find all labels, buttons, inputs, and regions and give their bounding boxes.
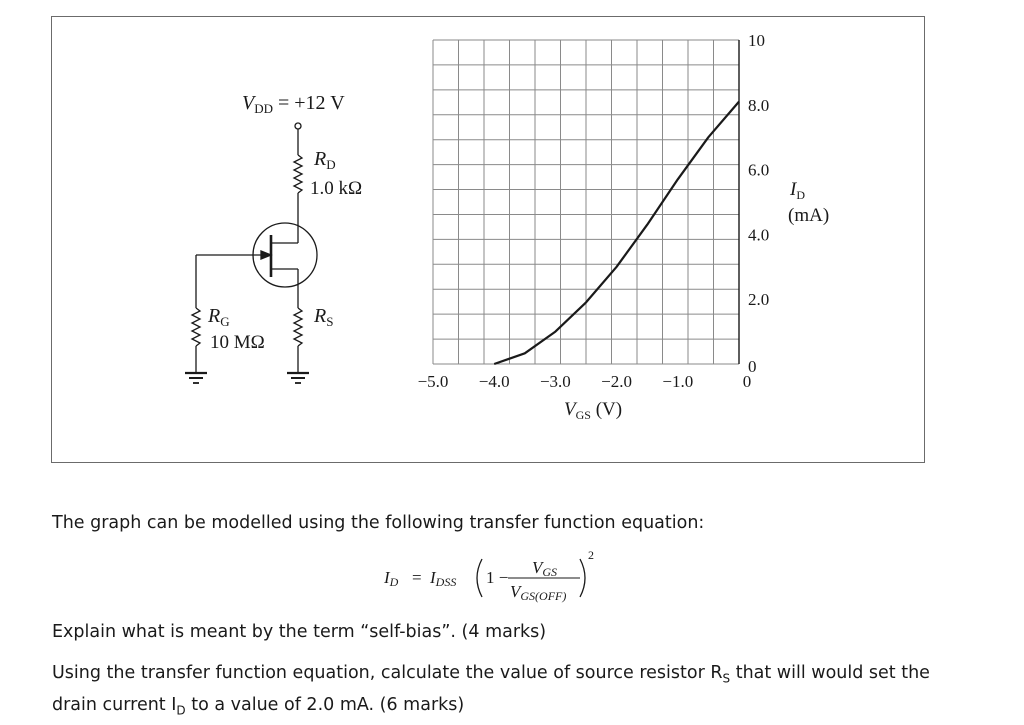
x-tick-labels xyxy=(418,372,752,391)
x-tick-label: −1.0 xyxy=(662,372,694,391)
gate-ground-symbol xyxy=(185,373,207,383)
x-tick-label: −3.0 xyxy=(539,372,571,391)
y-tick-label: 0 xyxy=(748,357,757,376)
graph-grid xyxy=(433,40,739,364)
circuit-diagram xyxy=(185,92,362,383)
rs-resistor xyxy=(294,308,302,346)
x-tick-label: 0 xyxy=(742,372,752,391)
equation-denominator: VGS(OFF) xyxy=(510,582,567,603)
source-ground-symbol xyxy=(287,373,309,383)
question-2-part-a: Using the transfer function equation, calculate the value of source resistor R xyxy=(52,663,723,683)
question-2-text xyxy=(52,660,952,723)
left-parenthesis xyxy=(477,559,482,597)
drain-current-curve xyxy=(494,102,739,364)
equation-one-minus: 1 − xyxy=(486,568,509,587)
transfer-characteristic-graph xyxy=(418,31,830,422)
graph-series xyxy=(494,102,739,364)
rd-label: $R_D$ xyxy=(314,148,336,172)
vdd-label: $V_{DD} = +12$ V xyxy=(242,92,345,116)
y-axis-label: $I_D$ xyxy=(790,179,805,202)
equation-lhs: ID xyxy=(384,568,399,589)
y-tick-label: 8.0 xyxy=(748,95,770,115)
rd-value: 1.0 kΩ xyxy=(310,178,363,199)
question-2-part-b: that will would set the drain current I xyxy=(52,663,930,715)
rd-resistor xyxy=(294,155,302,193)
y-tick-label: 6.0 xyxy=(748,160,770,180)
y-tick-labels xyxy=(748,31,769,376)
figure-canvas xyxy=(52,17,926,464)
question-2-sub-s: S xyxy=(722,671,731,686)
equation-numerator: VGS xyxy=(532,558,558,579)
y-axis-unit: (mA) xyxy=(788,205,830,226)
right-parenthesis xyxy=(580,559,585,597)
question-2-sub-d: D xyxy=(176,703,186,717)
x-tick-label: −5.0 xyxy=(417,372,449,391)
question-1-text: Explain what is meant by the term “self-bias”. (4 marks) xyxy=(52,622,547,642)
equation-idss: IDSS xyxy=(430,568,457,589)
x-axis-label: $V_{GS}$ (V) xyxy=(564,399,623,422)
equation-exponent: 2 xyxy=(588,548,594,562)
vdd-terminal xyxy=(295,123,301,129)
circuit-and-graph-figure xyxy=(51,16,925,463)
rs-label: $R_S$ xyxy=(314,305,334,329)
y-tick-label: 4.0 xyxy=(748,225,770,245)
jfet-transistor xyxy=(196,223,317,287)
rg-value: 10 MΩ xyxy=(210,332,265,353)
x-tick-label: −4.0 xyxy=(478,372,510,391)
question-2-part-c: to a value of 2.0 mA. (6 marks) xyxy=(185,694,465,715)
y-tick-label: 2.0 xyxy=(748,290,770,310)
rg-resistor xyxy=(192,308,200,346)
rg-label: $R_G$ xyxy=(208,305,230,329)
y-tick-label: 10 xyxy=(748,31,765,50)
equation-equals: = xyxy=(412,568,422,587)
x-tick-label: −2.0 xyxy=(601,372,633,391)
transfer-function-equation xyxy=(380,545,640,615)
intro-text: The graph can be modelled using the following transfer function equation: xyxy=(52,513,705,533)
